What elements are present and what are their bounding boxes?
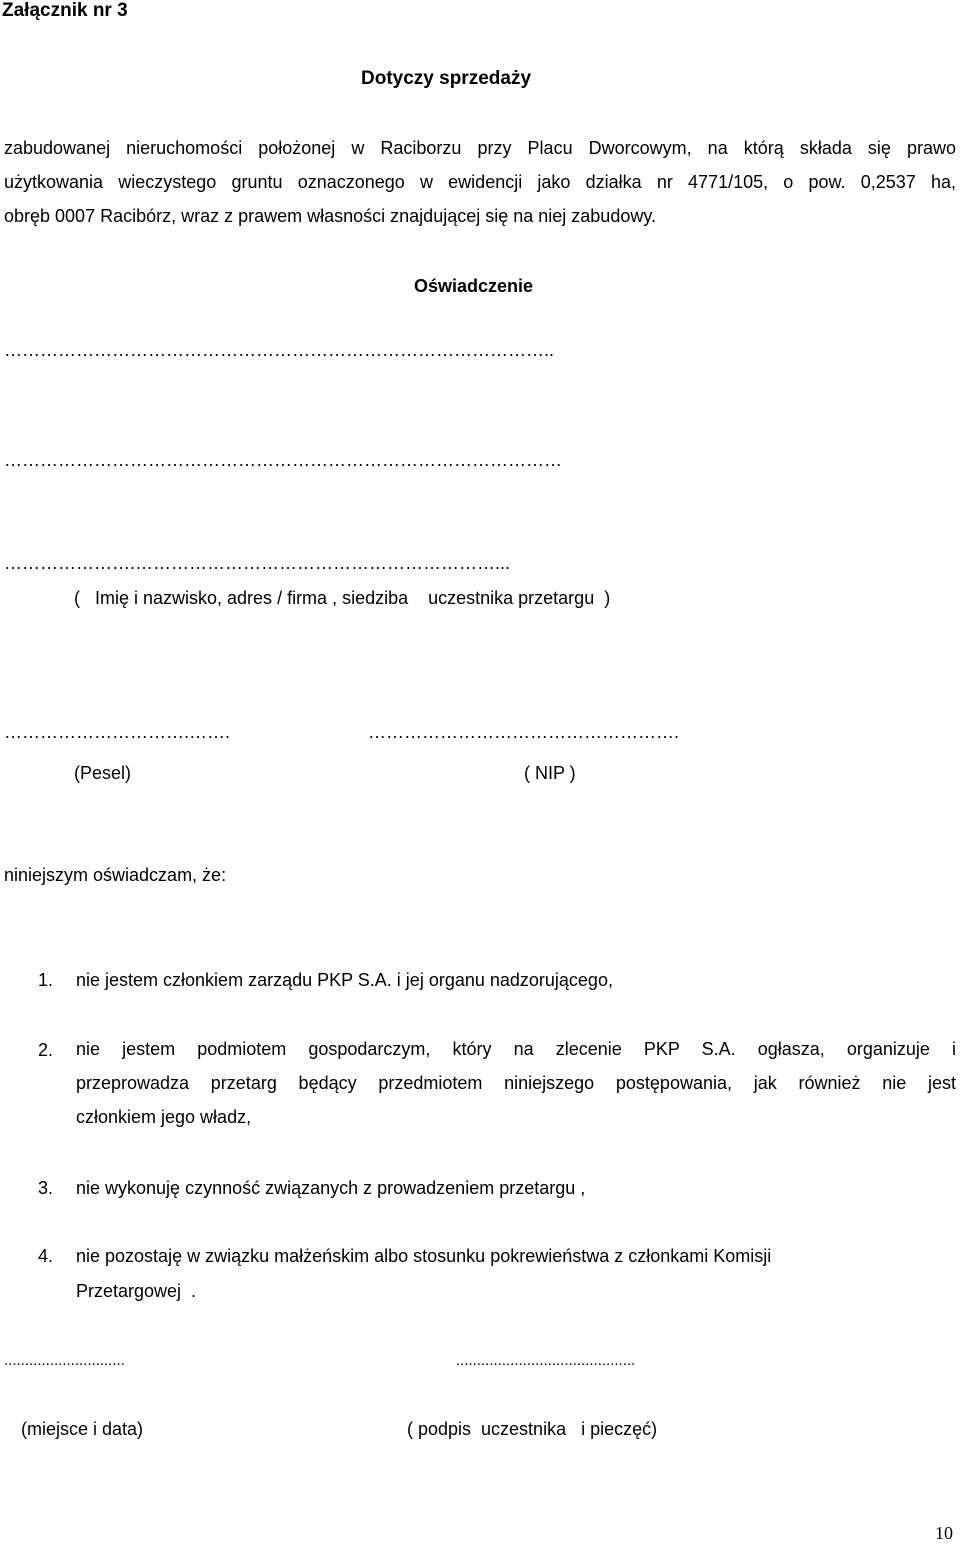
item-text: nie jestem podmiotem gospodarczym, który na zlecenie PKP S.A. ogłasza, organizuje i (76, 1039, 956, 1059)
item-number: 3. (38, 1178, 54, 1198)
pesel-line: ………………………….……. (4, 722, 231, 742)
annex-label: Załącznik nr 3 (2, 0, 128, 21)
statement-intro: niniejszym oświadczam, że: (4, 865, 227, 885)
subject-title: Dotyczy sprzedaży (361, 68, 532, 89)
item-number: 2. (38, 1040, 54, 1060)
item-text: Przetargowej . (76, 1281, 197, 1301)
intro-line: zabudowanej nieruchomości położonej w Raciborzu przy Placu Dworcowym, na którą składa się prawo (4, 138, 956, 158)
item-text: nie wykonuję czynność związanych z prowadzeniem przetargu , (76, 1178, 586, 1198)
signature-label: ( podpis uczestnika i pieczęć) (407, 1419, 658, 1439)
nip-line: ……………………………………………. (368, 722, 680, 742)
fill-line: ………………….……………………………………………………... (4, 553, 511, 573)
item-number: 4. (38, 1246, 54, 1266)
fill-caption: ( Imię i nazwisko, adres / firma , siedziba uczestnika przetargu ) (74, 588, 611, 608)
place-date-line: ............................. (4, 1352, 125, 1369)
intro-line: obręb 0007 Racibórz, wraz z prawem własności znajdującej się na niej zabudowy. (4, 206, 656, 226)
signature-line: ........................................... (456, 1352, 636, 1369)
item-text: członkiem jego władz, (76, 1107, 252, 1127)
place-date-label: (miejsce i data) (21, 1419, 144, 1439)
item-text: nie pozostaję w związku małżeńskim albo stosunku pokrewieństwa z członkami Komisji (76, 1246, 772, 1266)
declaration-title: Oświadczenie (414, 276, 534, 296)
intro-line: użytkowania wieczystego gruntu oznaczonego w ewidencji jako działka nr 4771/105, o pow. 0,2537 ha, (4, 172, 956, 192)
fill-line: ……………………………………………………………………………….. (4, 340, 555, 360)
fill-line: ………………………………………………………………………………… (4, 450, 562, 470)
nip-label: ( NIP ) (524, 763, 576, 783)
page-number: 10 (935, 1523, 953, 1543)
item-number: 1. (38, 970, 54, 990)
item-text: przeprowadza przetarg będący przedmiotem niniejszego postępowania, jak również nie jest (76, 1073, 956, 1093)
pesel-label: (Pesel) (74, 763, 132, 783)
item-text: nie jestem członkiem zarządu PKP S.A. i jej organu nadzorującego, (76, 970, 613, 990)
